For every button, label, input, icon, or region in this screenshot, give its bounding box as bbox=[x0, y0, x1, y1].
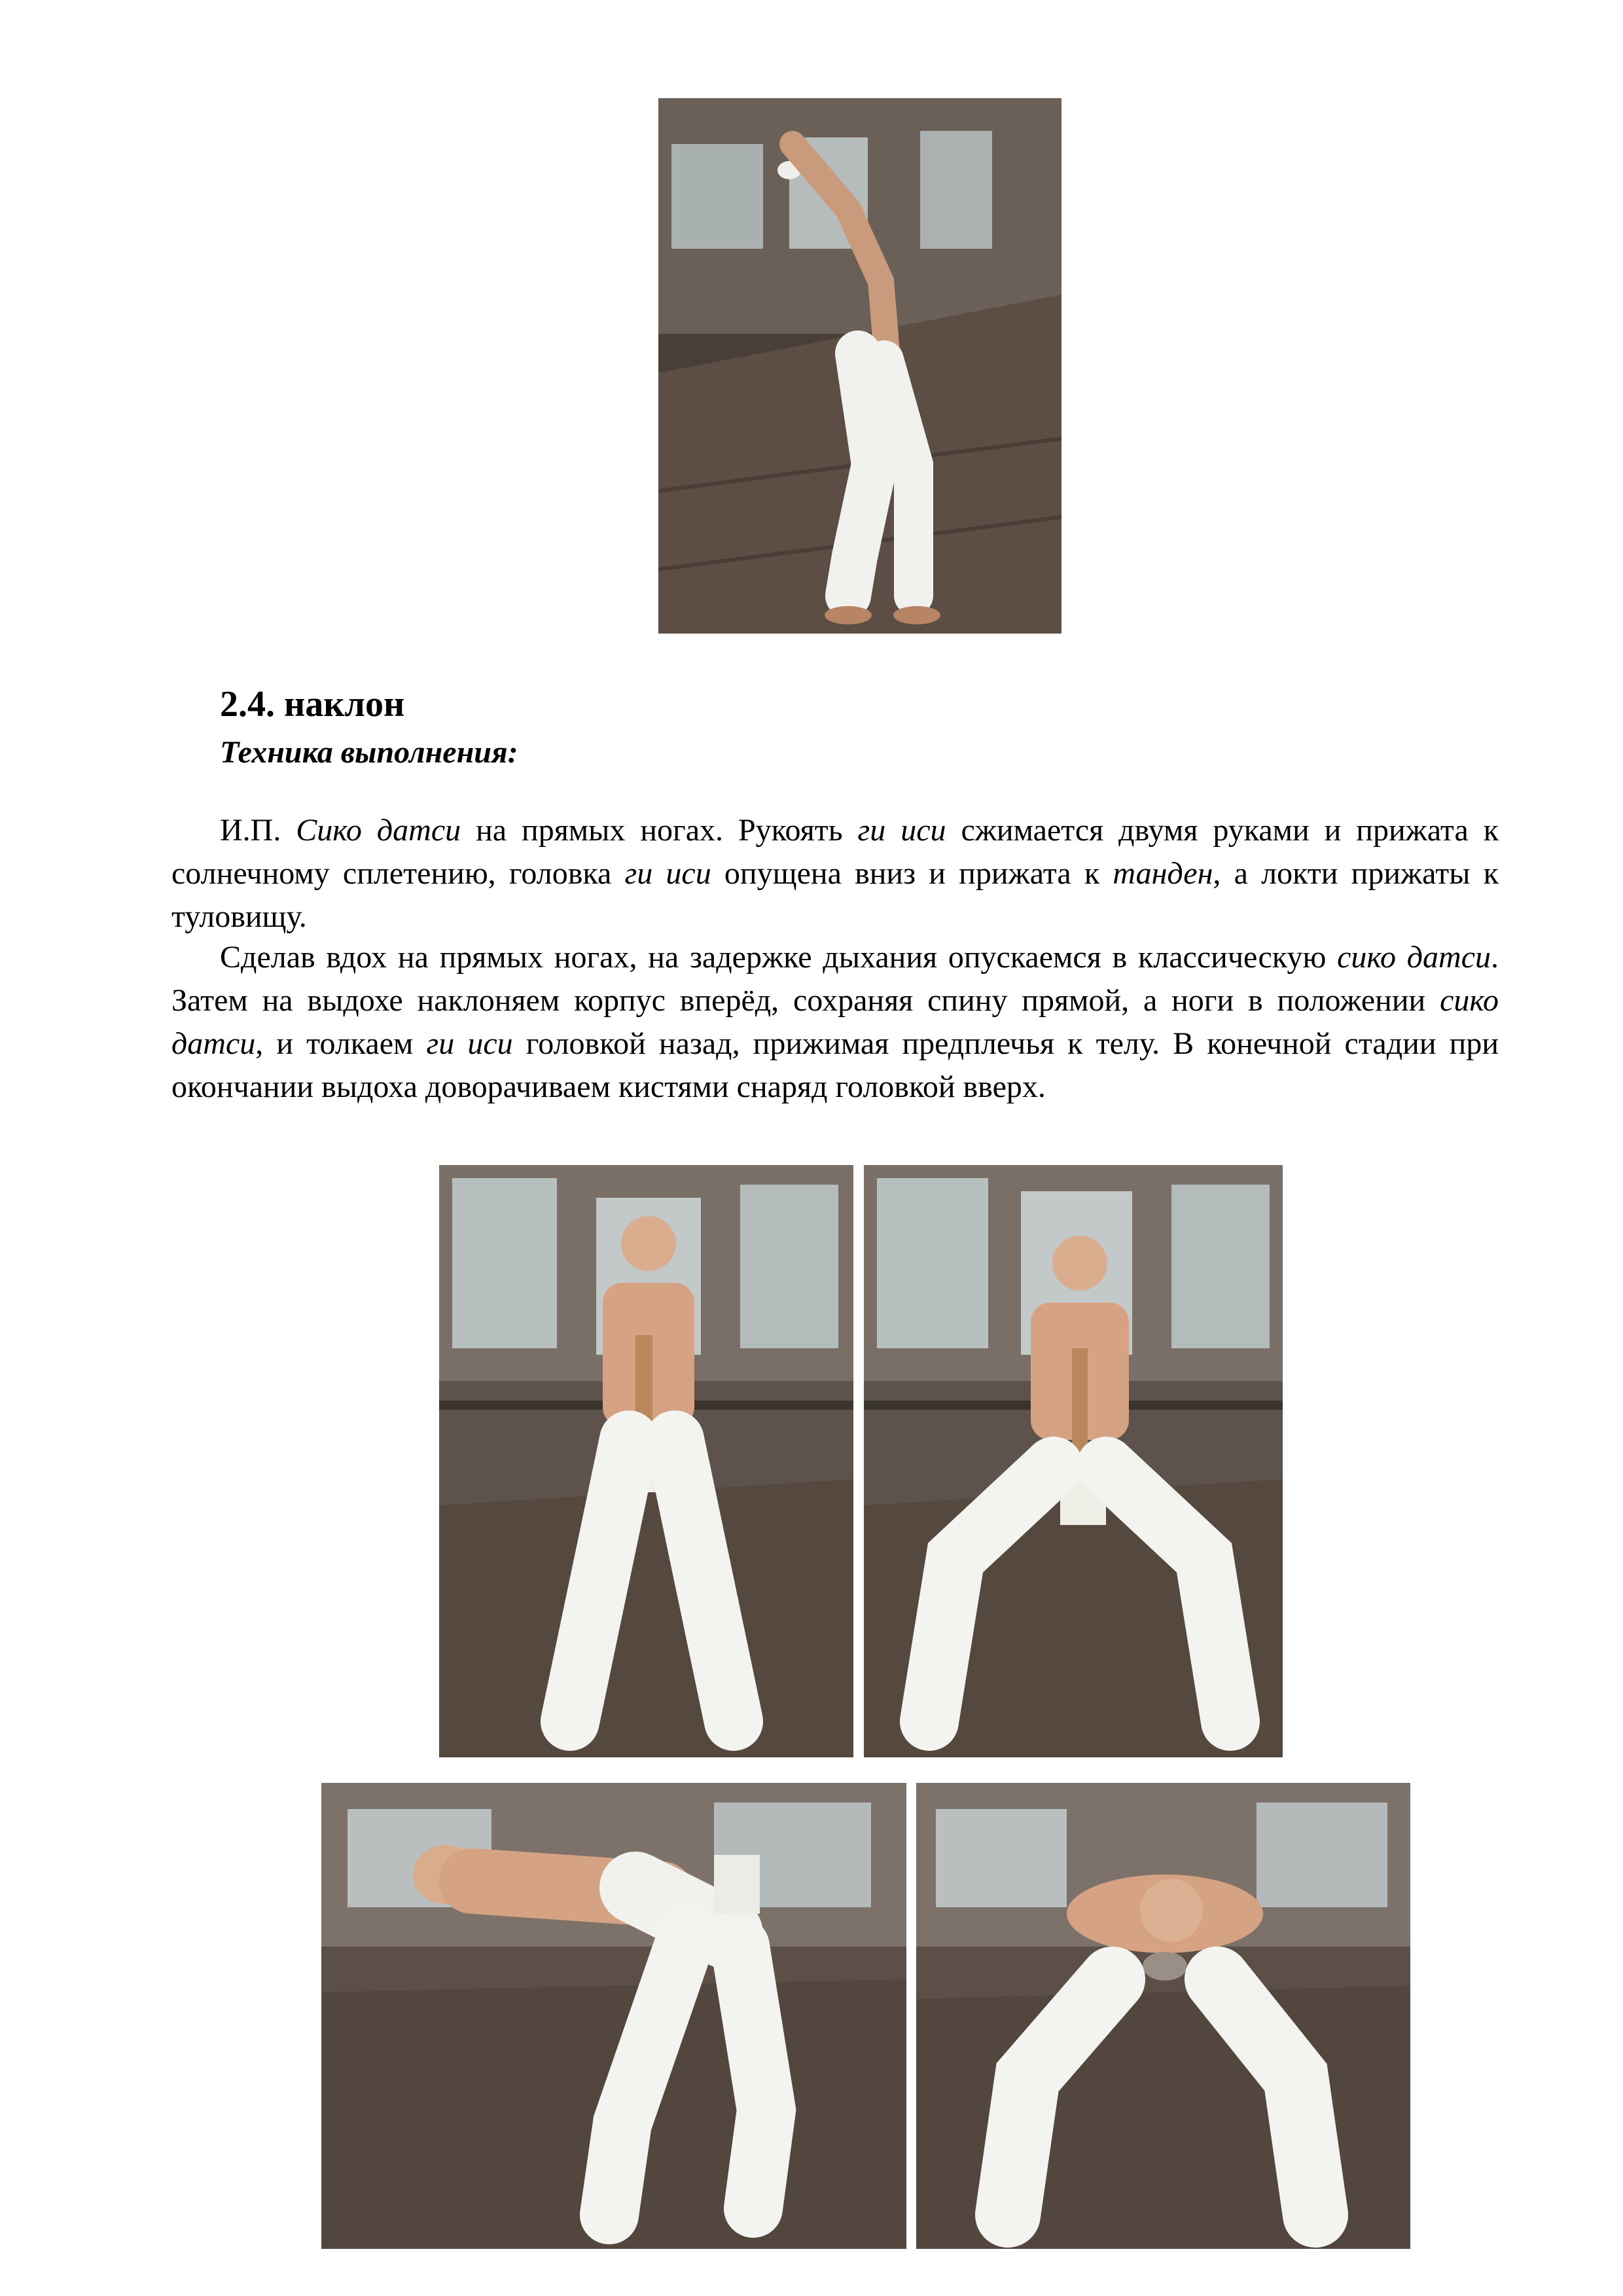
text-run: на прямых ногах. Рукоять bbox=[461, 813, 858, 848]
photo-shiko-dachi bbox=[864, 1165, 1283, 1757]
photo-standing-wide bbox=[439, 1165, 853, 1757]
text-run: И.П. bbox=[220, 813, 296, 848]
photo-bend-front-view bbox=[916, 1783, 1410, 2249]
italic-term: сико датси bbox=[171, 983, 1499, 1061]
italic-term: ги иси bbox=[426, 1026, 513, 1061]
text-run: опущена вниз и прижата к bbox=[711, 856, 1113, 891]
italic-term: ги иси bbox=[857, 813, 946, 848]
italic-term: Сико датси bbox=[296, 813, 461, 848]
italic-term: ги иси bbox=[624, 856, 711, 891]
photo-bend-side-view bbox=[321, 1783, 906, 2249]
text-run: головкой назад, прижимая предплечья к телу. В конечной стадии при окончании выдоха доворачиваем кистями снаряд головкой вверх. bbox=[171, 1026, 1499, 1104]
paragraph-execution bbox=[171, 936, 1499, 1109]
photo-overhead-lunge bbox=[658, 98, 1061, 634]
italic-term: сико датси bbox=[1337, 940, 1491, 975]
text-run: , и толкаем bbox=[255, 1026, 427, 1061]
text-run: , а локти прижаты к туловищу. bbox=[171, 856, 1499, 934]
technique-subheading: Техника выполнения: bbox=[220, 735, 518, 770]
text-run: Сделав вдох на прямых ногах, на задержке дыхания опускаемся в классическую bbox=[220, 940, 1338, 975]
text-run: . Затем на выдохе наклоняем корпус вперёд, сохраняя спину прямой, а ноги в положении bbox=[171, 940, 1499, 1018]
section-heading: 2.4. наклон bbox=[220, 684, 405, 725]
text-run: сжимается двумя руками и прижата к солнечному сплетению, головка bbox=[171, 813, 1499, 891]
paragraph-starting-position bbox=[171, 809, 1499, 939]
italic-term: танден bbox=[1113, 856, 1213, 891]
